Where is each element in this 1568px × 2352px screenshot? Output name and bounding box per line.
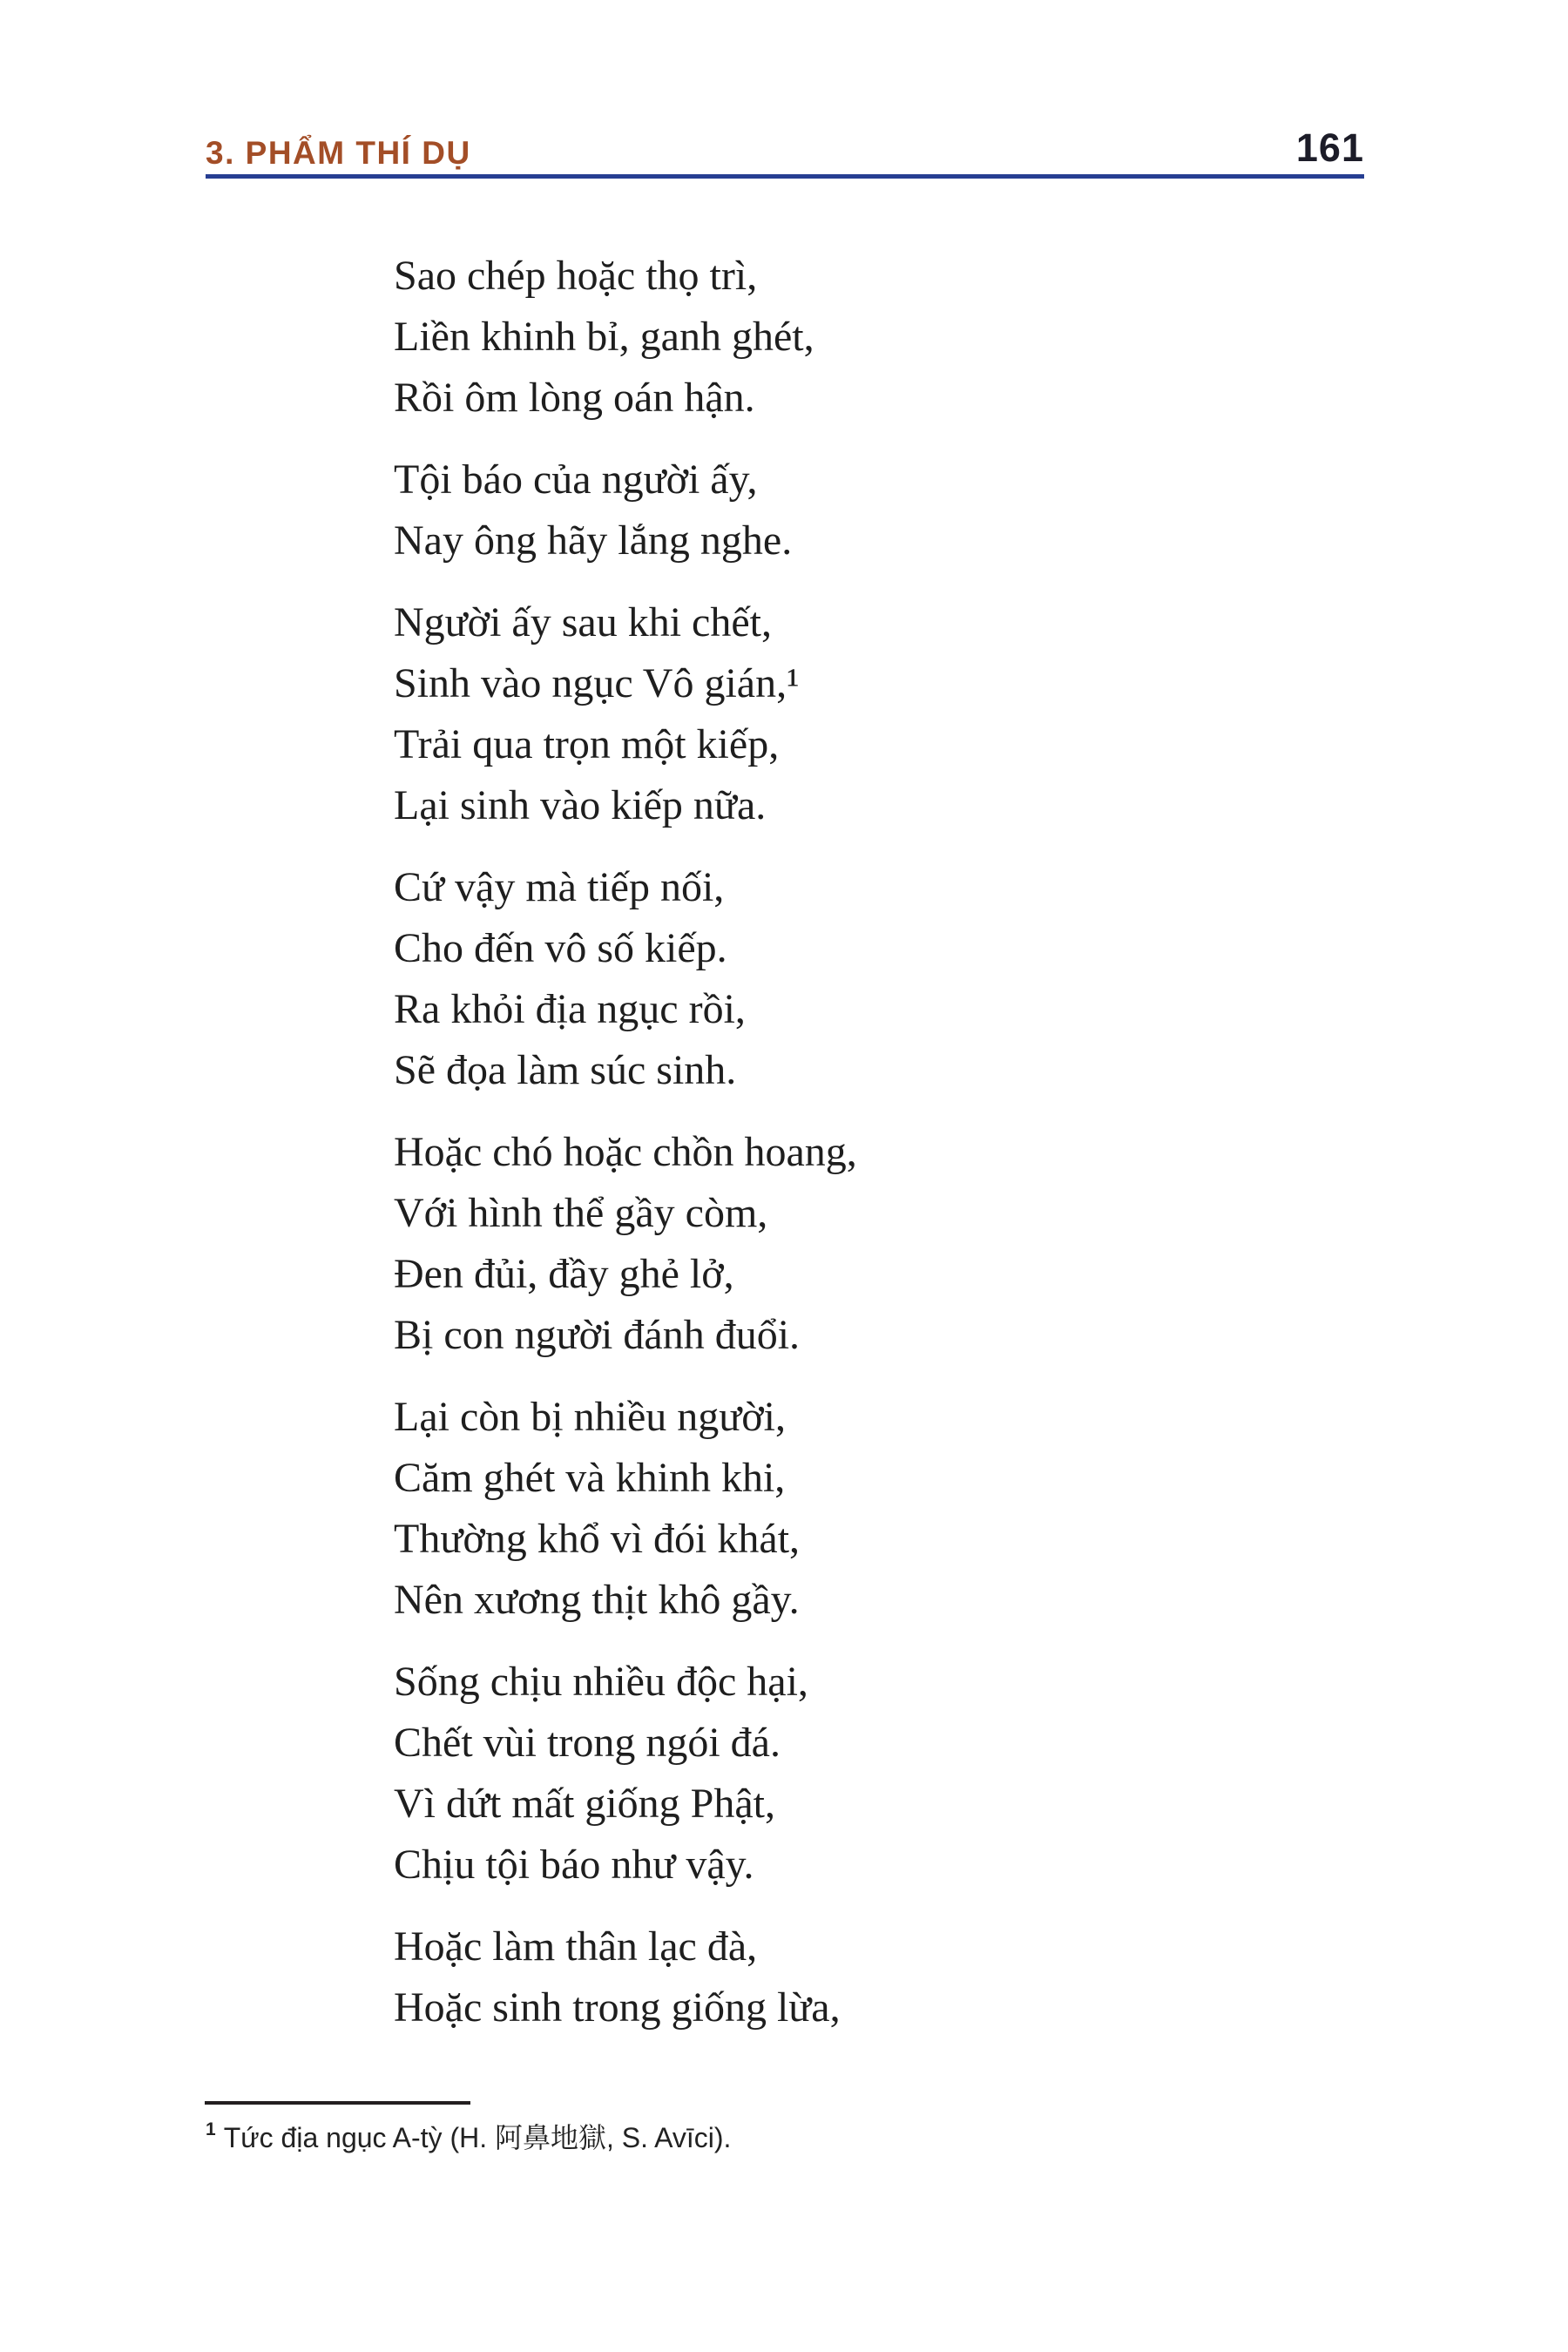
stanza-7 [394, 1652, 1178, 1896]
verse-line: Đen đủi, đầy ghẻ lở, [394, 1251, 734, 1297]
verse-line: Căm ghét và khinh khi, [394, 1455, 786, 1501]
verse-line-with-footnote-ref: Sinh vào ngục Vô gián,¹ [394, 660, 800, 706]
verse-line: Rồi ôm lòng oán hận. [394, 375, 755, 421]
page-number: 161 [1295, 125, 1364, 170]
footnote-separator-rule [205, 2101, 470, 2105]
verse-line: Lại còn bị nhiều người, [394, 1394, 786, 1440]
verse-line: Cứ vậy mà tiếp nối, [394, 864, 725, 910]
stanza-8 [394, 1916, 1178, 2038]
verse-line: Người ấy sau khi chết, [394, 599, 772, 645]
verse-line: Liền khinh bỉ, ganh ghét, [394, 314, 814, 360]
verse-line: Sẽ đọa làm súc sinh. [394, 1047, 737, 1093]
stanza-1 [394, 246, 1178, 429]
verse-line: Ra khỏi địa ngục rồi, [394, 986, 746, 1032]
running-header-chapter-title: 3. PHẨM THÍ DỤ [206, 135, 471, 171]
footnote-text: Tức địa ngục A-tỳ (H. 阿鼻地獄, S. Avīci). [223, 2122, 732, 2153]
verse-line: Nay ông hãy lắng nghe. [394, 517, 793, 564]
verse-line: Lại sinh vào kiếp nữa. [394, 782, 767, 828]
verse-line: Hoặc làm thân lạc đà, [394, 1923, 758, 1970]
verse-line: Bị con người đánh đuổi. [394, 1312, 801, 1358]
verse-line: Sao chép hoặc thọ trì, [394, 253, 758, 299]
verse-line: Với hình thể gầy còm, [394, 1190, 768, 1236]
verse-line: Vì dứt mất giống Phật, [394, 1781, 775, 1827]
verse-line: Tội báo của người ấy, [394, 456, 758, 503]
verse-line: Thường khổ vì đói khát, [394, 1516, 801, 1562]
verse-line: Chịu tội báo như vậy. [394, 1842, 754, 1888]
verse-line: Trải qua trọn một kiếp, [394, 721, 780, 767]
verse-line: Hoặc chó hoặc chồn hoang, [394, 1129, 857, 1175]
verse-line: Hoặc sinh trong giống lừa, [394, 1984, 841, 2031]
stanza-5 [394, 1122, 1178, 1366]
verse-block [394, 246, 1178, 2059]
verse-line: Sống chịu nhiều độc hại, [394, 1659, 808, 1705]
verse-line: Chết vùi trong ngói đá. [394, 1720, 781, 1766]
verse-line: Cho đến vô số kiếp. [394, 925, 727, 971]
footnote [206, 2119, 731, 2157]
stanza-6 [394, 1387, 1178, 1631]
verse-line: Nên xương thịt khô gầy. [394, 1577, 800, 1623]
header-rule [206, 174, 1364, 179]
stanza-2 [394, 449, 1178, 571]
stanza-3 [394, 592, 1178, 836]
stanza-4 [394, 857, 1178, 1101]
footnote-marker: 1 [206, 2119, 216, 2139]
